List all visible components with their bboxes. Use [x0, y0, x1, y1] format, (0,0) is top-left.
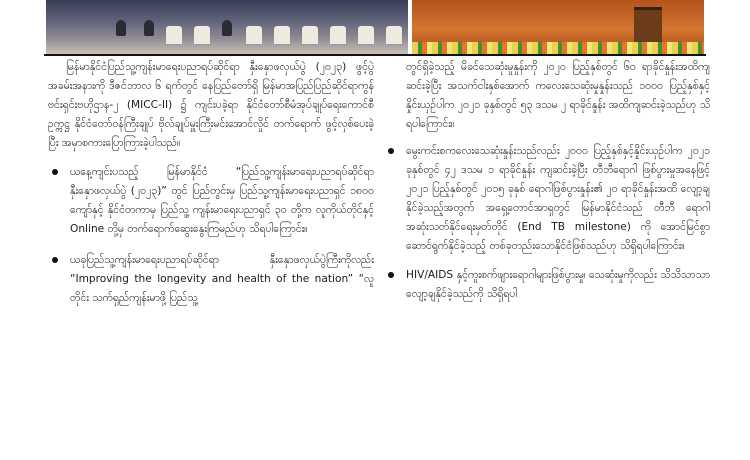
chair — [194, 26, 210, 44]
flower-arrangement — [412, 42, 704, 54]
list-item — [48, 163, 374, 239]
list-item-text: HIV/AIDS နှင့်ကူးစက်ဖျားရောဂါများဖြစ်ပွားမှု၊ သေဆုံးမှုကိုလည်း သိသိသာသာ လျော့ချနိုင်ခဲ့သည်ကို သိရှိရပါ — [406, 269, 710, 300]
chair — [274, 26, 290, 44]
bullet-icon — [52, 257, 58, 263]
chair — [166, 26, 182, 44]
attendee-figure — [222, 20, 232, 36]
chair — [302, 26, 318, 44]
list-item — [48, 251, 374, 308]
attendee-figure — [144, 20, 154, 36]
list-item-text: ယခုပြည်သူ့ကျန်းမာရေးပညာရပ်ဆိုင်ရာ နှီးနှောဖလှယ်ပွဲကြီးကိုလည်း “Improving the longevity and health of the nation” “လူတိုင်း သက်ရှည်ကျန်းမာဖို့ ပြည်သူ့ — [70, 254, 374, 304]
chair — [358, 26, 374, 44]
attendee-figure — [116, 20, 126, 36]
chair — [330, 26, 346, 44]
chair — [246, 26, 262, 44]
conference-hall-photo — [46, 0, 408, 54]
right-column — [384, 58, 710, 304]
bullet-icon — [388, 272, 394, 278]
bullet-icon — [52, 169, 58, 175]
continued-paragraph: တွင်ရှိခဲ့သည့် မိခင်သေဆုံးမှုနှုန်းကို ၂၀၂၀ ပြည့်နှစ်တွင် ၆၀ ရာခိုင်နှုန်းအထိကျဆင်းခဲ့ပြီး အသက်ငါးနှစ်အောက် ကလေးသေဆုံးမှုနှုန်းသည် ၁၀၀၀ ပြည့်နှစ်နှင့် နှိုင်းယှဉ်ပါက ၂၀၂၁ ခုနှစ်တွင် ၅၃ ဒသမ ၂ ရာခိုင်နှုန်း အထိကျဆင်းခဲ့သည်ဟု သိရပါကြောင်း။ — [406, 61, 711, 130]
podium-stage-photo — [412, 0, 704, 54]
list-item — [384, 142, 710, 256]
chair — [386, 26, 402, 44]
intro-paragraph: မြန်မာနိုင်ငံပြည်သူ့ကျန်းမာရေးပညာရပ်ဆိုင်ရာ နှီးနှောဖလှယ်ပွဲ (၂၀၂၃) ဖွင့်ပွဲ အခမ်းအနားကို ဒီဇင်ဘာလ ၆ ရက်တွင် နေပြည်တော်ရှိ မြန်မာအပြည်ပြည်ဆိုင်ရာကွန်ဗင်းရှင်းဗဟိုဌာန-၂ (MICC-II) ၌ ကျင်းပခဲ့ရာ နိုင်ငံတော်စီမံအုပ်ချုပ်ရေးကောင်စီဥက္ကဋ္ဌ နိုင်ငံတော်ဝန်ကြီးချုပ် ဗိုလ်ချုပ်မှူးကြီးမင်းအောင်လှိုင် တက်ရောက် ဖွင့်လှစ်ပေးခဲ့ပြီး အမှာစကားပြောကြားခဲ့ပါသည်။ — [48, 61, 374, 149]
bullet-icon — [388, 148, 394, 154]
left-column — [48, 58, 374, 308]
podium — [634, 7, 662, 44]
list-item — [384, 266, 710, 304]
list-item-text: မွေးကင်းစကလေးသေဆုံးနှုန်းသည်လည်း ၂၀၀၀ ပြည့်နှစ်နှင့်နှိုင်းယှဉ်ပါက ၂၀၂၁ ခုနှစ်တွင် ၄၂ ဒသမ ၁ ရာခိုင်နှုန်း ကျဆင်းခဲ့ပြီး တီဘီရောဂါ ဖြစ်ပွားမှုအနေဖြင့် ၂၀၂၁ ပြည့်နှစ်တွင် ၂၀၁၅ ခုနှစ် ရောဂါဖြစ်ပွားနှုန်း၏ ၂၀ ရာခိုင်နှုန်းအထိ လျော့ချနိုင်ခဲ့သည့်အတွက် အရှေ့တောင်အာရှတွင် မြန်မာနိုင်ငံသည် တီဘီ ရောဂါအဆုံးသတ်နိုင်ရေးမှတ်တိုင် (End TB milestone) ကို အောင်မြင်စွာ ဆောင်ရွက်နိုင်ခဲ့သည့် တစ်ခုတည်းသောနိုင်ငံဖြစ်သည်ဟု သိရှိရပါကြောင်း။ — [406, 145, 710, 252]
list-item-text: ယနေ့ကျင်းပသည့် မြန်မာနိုင်ငံ “ပြည်သူ့ကျန်းမာရေးပညာရပ်ဆိုင်ရာနှီးနှောဖလှယ်ပွဲ (၂၀၂၃)” တွင် ပြည်တွင်းမှ ပြည်သူ့ကျန်းမာရေးပညာရှင် ၁၈၀၀ ကျော်နှင့် နိုင်ငံတကာမှ ပြည်သူ့ ကျန်းမာရေးပညာရှင် ၃၀ တို့က လူကိုယ်တိုင်နှင့် Online တို့မှ တက်ရောက်ဆွေးနွေးကြမည်ဟု သိရပါကြောင်း။ — [70, 166, 374, 235]
